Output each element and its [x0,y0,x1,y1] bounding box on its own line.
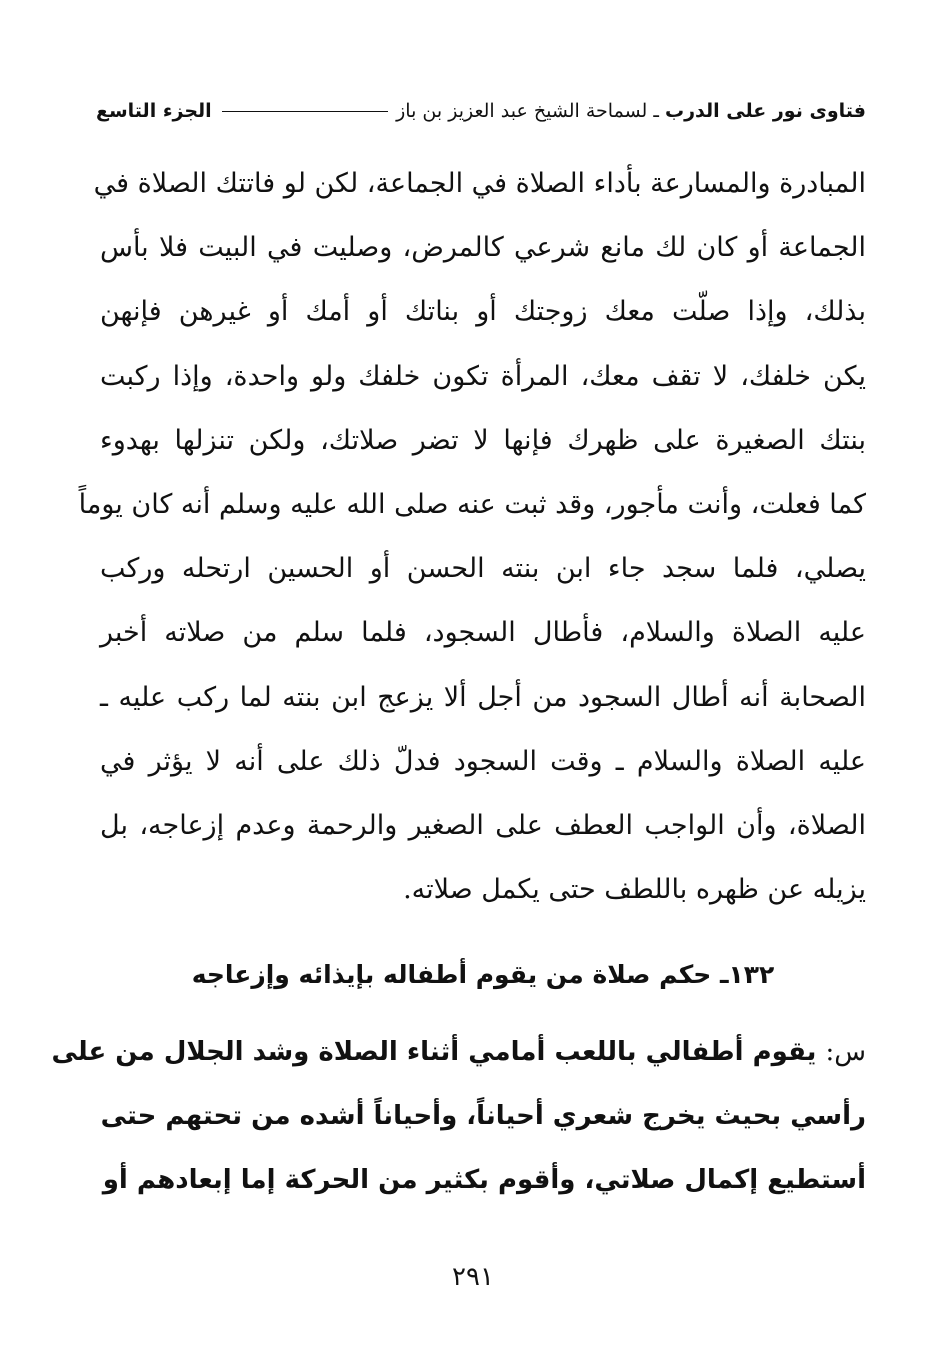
question-line: رأسي بحيث يخرج شعري أحياناً، وأحياناً أشده من تحتهم حتى [100,1101,866,1131]
body-line: بذلك، وإذا صلّت معك زوجتك أو بناتك أو أمك أو غيرهن فإنهن [100,296,866,328]
body-line: الجماعة أو كان لك مانع شرعي كالمرض، وصليت في البيت فلا بأس [100,232,866,264]
running-header [96,94,866,128]
question-block [51,1020,866,1212]
section-heading: ١٣٢ـ حكم صلاة من يقوم أطفاله بإيذائه وإزعاجه [191,960,775,989]
header-rule [222,111,388,112]
body-line: المبادرة والمسارعة بأداء الصلاة في الجماعة، لكن لو فاتتك الصلاة في [93,168,866,199]
body-line: كما فعلت، وأنت مأجور، وقد ثبت عنه صلى الله عليه وسلم أنه كان يوماً [78,488,866,520]
body-line: الصلاة، وأن الواجب العطف على الصغير والرحمة وعدم إزعاجه، بل [100,809,866,841]
question-prefix: س: [825,1037,866,1067]
body-line: يكن خلفك، لا تقف معك، المرأة تكون خلفك ولو واحدة، وإذا ركبت [100,360,866,392]
body-line: يصلي، فلما سجد جاء ابن بنته الحسن أو الحسين ارتحله وركب [100,553,866,585]
book-title: فتاوى نور على الدرب [665,100,866,122]
body-line: يزيله عن ظهره باللطف حتى يكمل صلاته. [403,874,866,906]
question-line [51,1020,866,1084]
body-line: بنتك الصغيرة على ظهرك فإنها لا تضر صلاتك، ولكن تنزلها بهدوء [100,424,866,456]
volume-label: الجزء التاسع [96,100,212,122]
body-line: عليه الصلاة والسلام ـ وقت السجود فدلّ ذلك على أنه لا يؤثر في [100,745,866,777]
page-number: ٢٩١ [452,1262,494,1292]
body-line: عليه الصلاة والسلام، فأطال السجود، فلما سلم من صلاته أخبر [100,617,866,649]
author-name: لسماحة الشيخ عبد العزيز بن باز [396,100,648,122]
header-separator: ـ [653,100,659,122]
header-book-author [396,100,866,122]
question-text: يقوم أطفالي باللعب أمامي أثناء الصلاة وشد الجلال من على [51,1037,817,1067]
body-line: الصحابة أنه أطال السجود من أجل ألا يزعج ابن بنته لما ركب عليه ـ [100,681,866,713]
body-text [78,152,866,922]
question-line: أستطيع إكمال صلاتي، وأقوم بكثير من الحركة إما إبعادهم أو [102,1165,866,1195]
